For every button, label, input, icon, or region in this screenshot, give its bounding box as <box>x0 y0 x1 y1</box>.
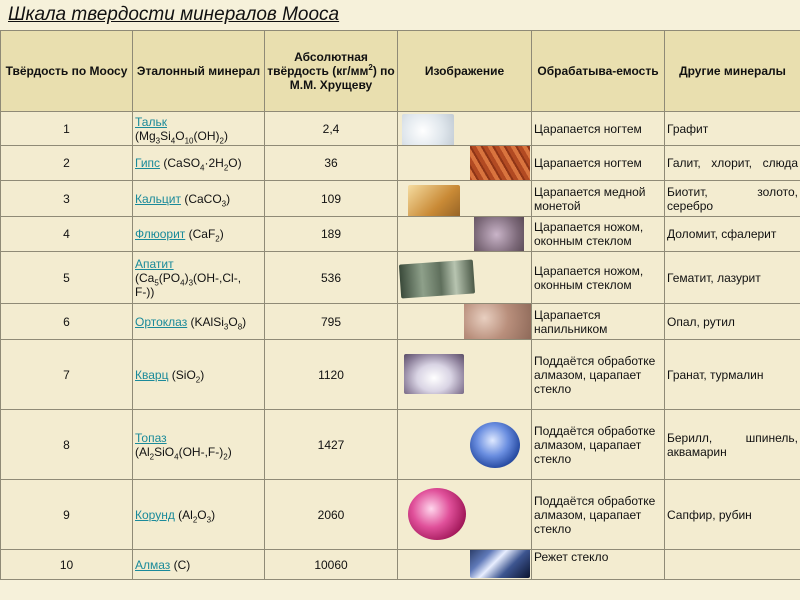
image-cell <box>398 410 532 480</box>
other-cell: Гранат, турмалин <box>665 340 800 410</box>
image-cell <box>398 252 532 304</box>
other-cell <box>665 550 800 580</box>
hardness-cell: 5 <box>1 252 133 304</box>
hardness-cell: 4 <box>1 217 133 252</box>
mineral-cell: Тальк $(Mg_3Si_4O_{10}(OH)_2)$ <box>133 112 265 146</box>
other-cell: Берилл, шпинель, аквамарин <box>665 410 800 480</box>
other-cell: Сапфир, рубин <box>665 480 800 550</box>
quartz-photo-icon <box>404 354 464 394</box>
mineral-link-calcite[interactable]: Кальцит <box>135 191 181 206</box>
workability-cell: Царапается ногтем <box>532 112 665 146</box>
table-row <box>1 410 800 480</box>
mineral-link-corundum[interactable]: Корунд <box>135 507 175 522</box>
mineral-link-apatite[interactable]: Апатит <box>135 256 174 271</box>
other-cell: Галит, хлорит, слюда <box>665 146 800 181</box>
image-cell <box>398 181 532 217</box>
image-cell <box>398 217 532 252</box>
table-row <box>1 340 800 410</box>
absolute-cell: 1427 <box>265 410 398 480</box>
image-cell <box>398 146 532 181</box>
mineral-cell: Топаз $(Al_2SiO_4(OH-,F-)_2)$ <box>133 410 265 480</box>
mineral-link-fluorite[interactable]: Флюорит <box>135 227 186 241</box>
table-row <box>1 146 800 181</box>
workability-cell: Царапается напильником <box>532 304 665 340</box>
mineral-cell: Ортоклаз $(KAlSi_3O_8)$ <box>133 304 265 340</box>
workability-cell: Режет стекло <box>532 550 665 580</box>
header-mineral: Эталонный минерал <box>133 31 265 112</box>
diamond-photo-icon <box>470 550 530 579</box>
hardness-cell: 7 <box>1 340 133 410</box>
mineral-cell: Гипс $(CaSO_4\cdot 2H_2O)$ <box>133 146 265 181</box>
absolute-cell: 189 <box>265 217 398 252</box>
table-row <box>1 480 800 550</box>
other-cell: Доломит, сфалерит <box>665 217 800 252</box>
gypsum-photo-icon <box>470 146 530 181</box>
table-row <box>1 252 800 304</box>
other-cell: Графит <box>665 112 800 146</box>
image-cell <box>398 480 532 550</box>
mineral-cell: Корунд $(Al_2O_3)$ <box>133 480 265 550</box>
apatite-photo-icon <box>399 259 475 298</box>
calcite-photo-icon <box>408 185 460 217</box>
image-cell <box>398 112 532 146</box>
image-cell <box>398 340 532 410</box>
mineral-link-diamond[interactable]: Алмаз <box>135 557 171 572</box>
absolute-cell: 10060 <box>265 550 398 580</box>
mineral-link-talc[interactable]: Тальк <box>135 114 167 129</box>
mohs-table <box>0 30 800 580</box>
hardness-cell: 10 <box>1 550 133 580</box>
page-title: Шкала твердости минералов Мооса <box>8 4 340 25</box>
header-image: Изображение <box>398 31 532 112</box>
table-row <box>1 550 800 580</box>
hardness-cell: 3 <box>1 181 133 217</box>
absolute-cell: 2,4 <box>265 112 398 146</box>
other-cell: Биотит, золото, серебро <box>665 181 800 217</box>
table-row <box>1 217 800 252</box>
orthoclase-photo-icon <box>464 304 532 340</box>
header-row <box>1 31 800 112</box>
hardness-cell: 8 <box>1 410 133 480</box>
mineral-cell: Кварц (SiO$_2$) <box>133 340 265 410</box>
table-row <box>1 112 800 146</box>
hardness-cell: 2 <box>1 146 133 181</box>
hardness-cell: 1 <box>1 112 133 146</box>
mineral-link-gypsum[interactable]: Гипс <box>135 156 161 170</box>
workability-cell: Поддаётся обработке алмазом, царапает стекло <box>532 480 665 550</box>
table-row <box>1 304 800 340</box>
header-hardness: Твёрдость по Моосу <box>1 31 133 112</box>
mineral-link-quartz[interactable]: Кварц <box>135 367 169 382</box>
header-absolute: Абсолютная твёрдость $(кг/мм^2)$ по М.М. Хрущеву <box>265 31 398 112</box>
corundum-photo-icon <box>408 488 466 540</box>
other-cell: Гематит, лазурит <box>665 252 800 304</box>
other-cell: Опал, рутил <box>665 304 800 340</box>
workability-cell: Царапается ножом, оконным стеклом <box>532 217 665 252</box>
absolute-cell: 2060 <box>265 480 398 550</box>
fluorite-photo-icon <box>474 217 524 252</box>
absolute-cell: 536 <box>265 252 398 304</box>
mineral-cell: Алмаз (C) <box>133 550 265 580</box>
workability-cell: Царапается ножом, оконным стеклом <box>532 252 665 304</box>
mineral-link-topaz[interactable]: Топаз <box>135 430 167 445</box>
absolute-cell: 109 <box>265 181 398 217</box>
mineral-link-orthoclase[interactable]: Ортоклаз <box>135 314 188 329</box>
workability-cell: Поддаётся обработке алмазом, царапает стекло <box>532 340 665 410</box>
mineral-cell: Флюорит (CaF$_2$) <box>133 217 265 252</box>
workability-cell: Царапается ногтем <box>532 146 665 181</box>
absolute-cell: 36 <box>265 146 398 181</box>
topaz-photo-icon <box>470 422 520 468</box>
absolute-cell: 795 <box>265 304 398 340</box>
talc-photo-icon <box>402 114 454 146</box>
image-cell <box>398 550 532 580</box>
mineral-cell: Апатит ($Ca_5(PO_4)_3(OH-,Cl-$, F-)) <box>133 252 265 304</box>
table-row <box>1 181 800 217</box>
workability-cell: Поддаётся обработке алмазом, царапает стекло <box>532 410 665 480</box>
mineral-cell: Кальцит (CaCO$_3$) <box>133 181 265 217</box>
header-workability: Обрабатыва-емость <box>532 31 665 112</box>
hardness-cell: 9 <box>1 480 133 550</box>
image-cell <box>398 304 532 340</box>
hardness-cell: 6 <box>1 304 133 340</box>
workability-cell: Царапается медной монетой <box>532 181 665 217</box>
header-other: Другие минералы <box>665 31 800 112</box>
absolute-cell: 1120 <box>265 340 398 410</box>
